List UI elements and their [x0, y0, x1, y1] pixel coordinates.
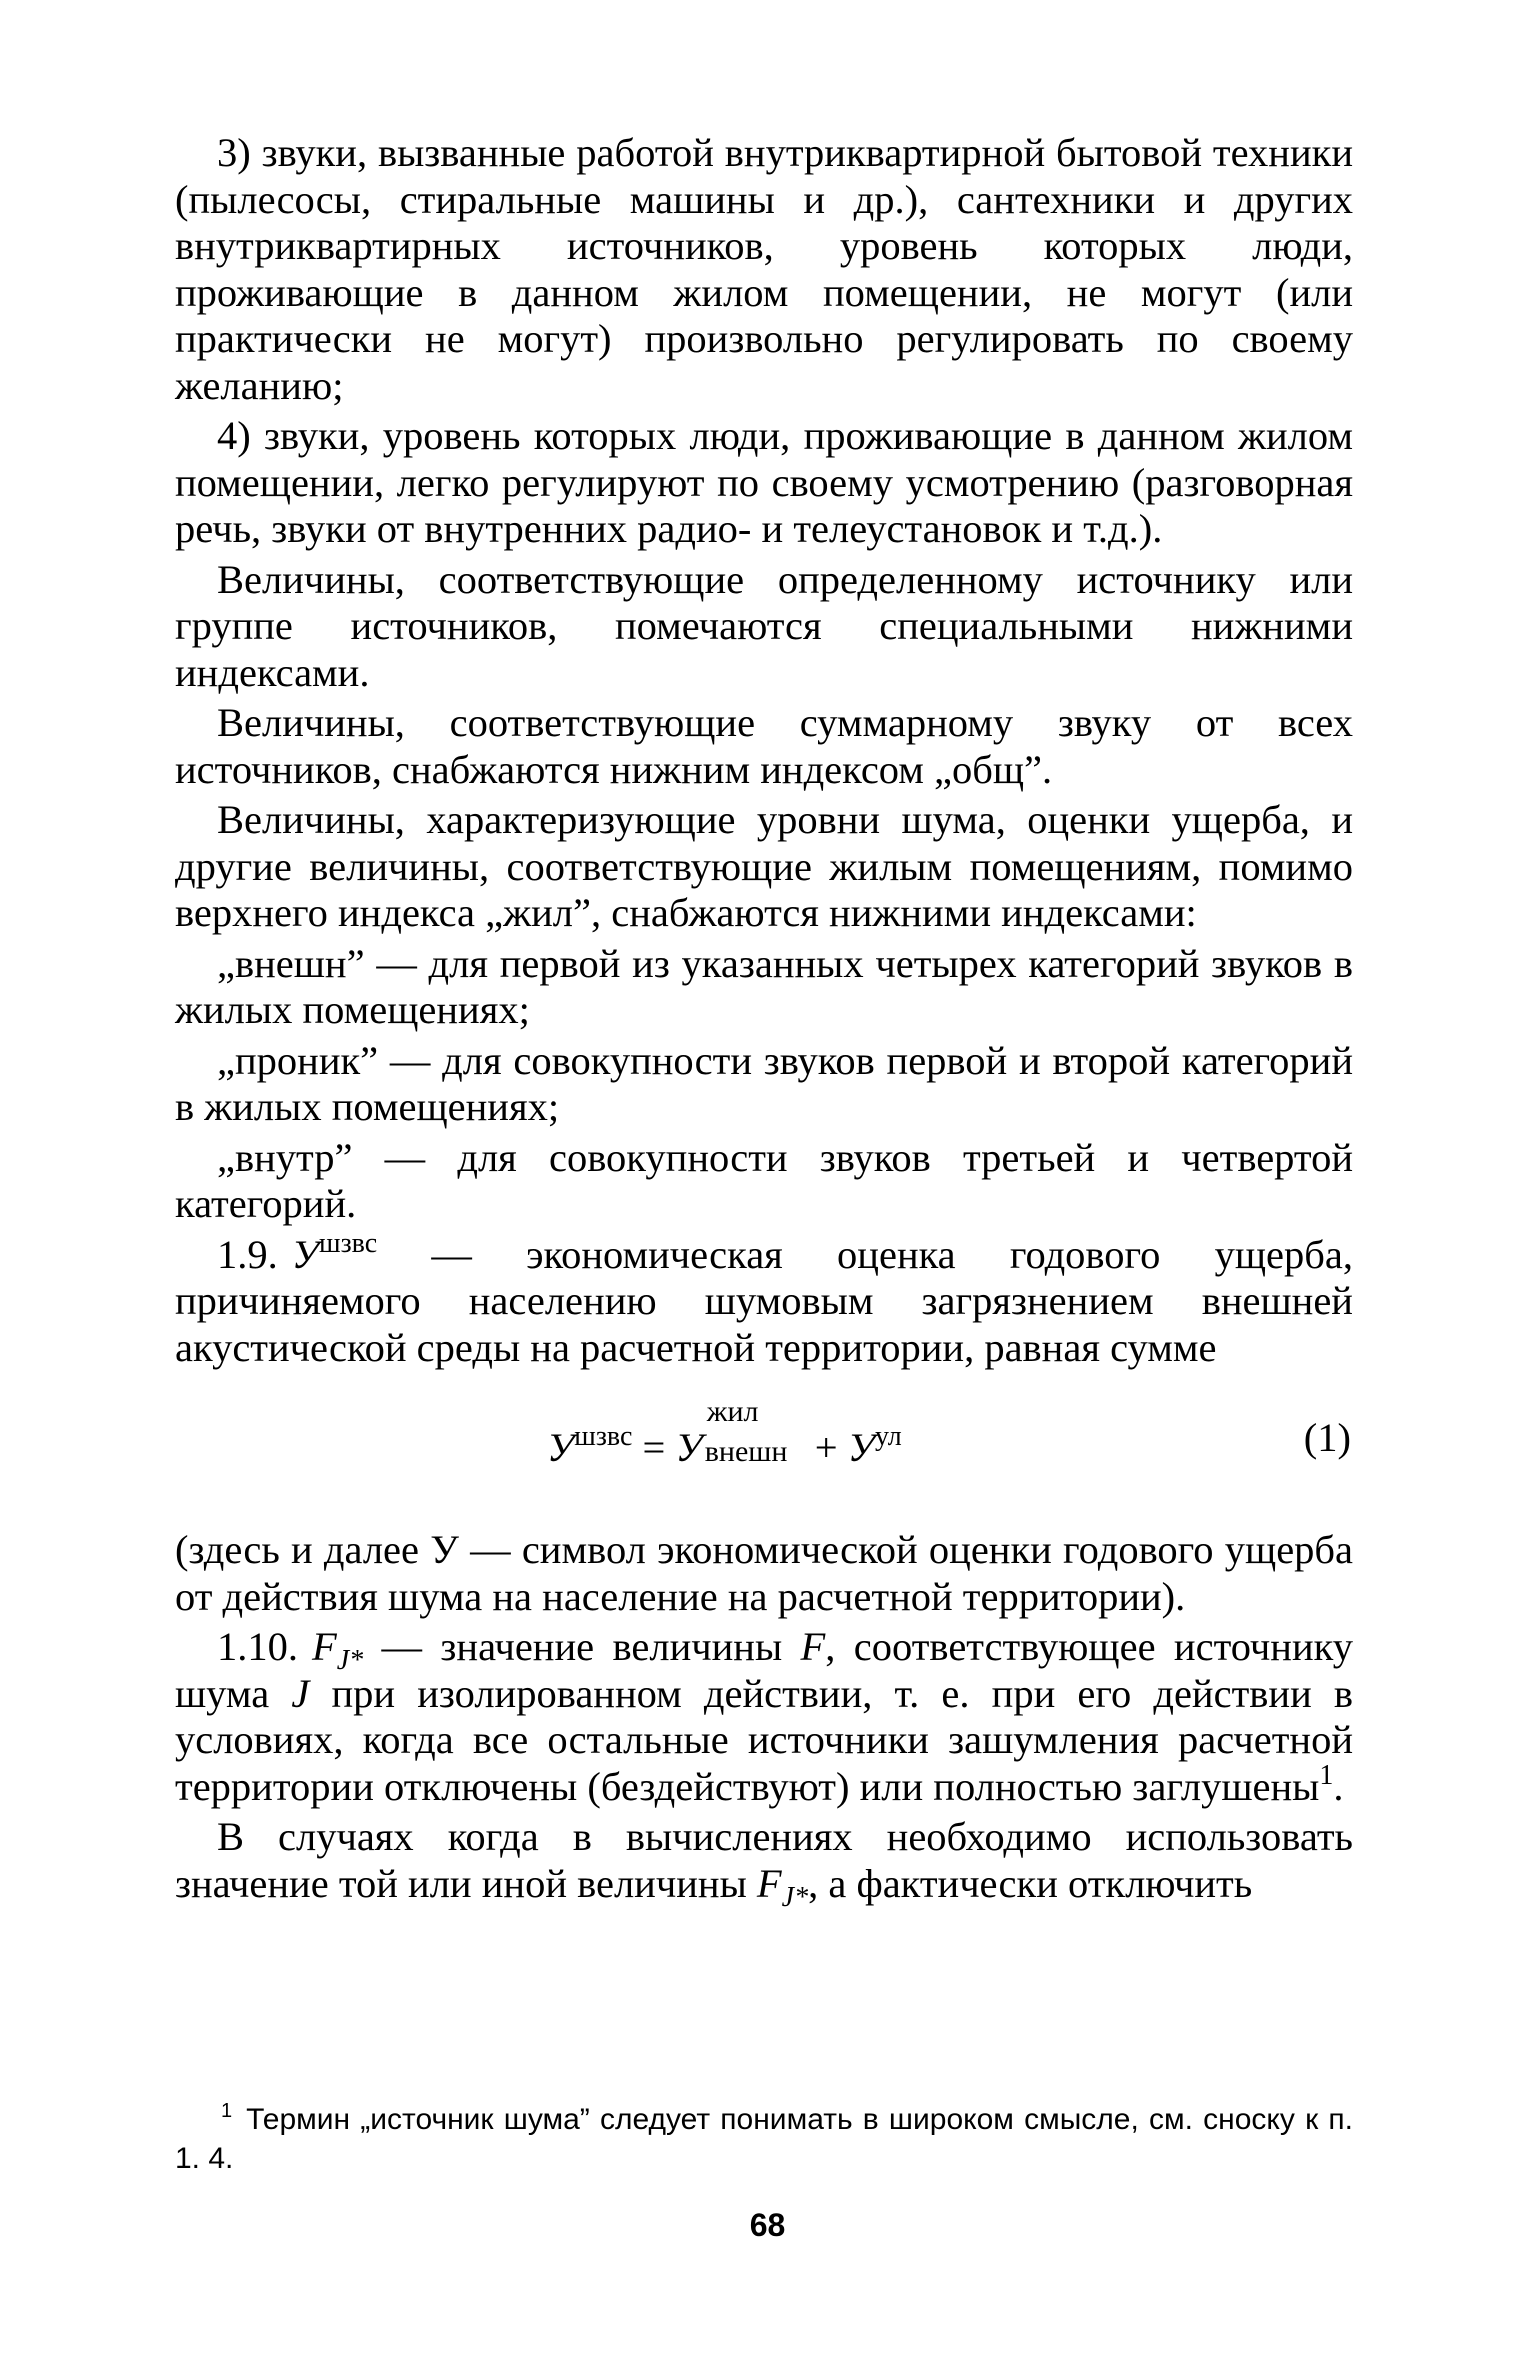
symbol-damage: У [291, 1231, 320, 1277]
definition-1-10 [175, 1624, 1353, 1810]
symbol-f-subscript: J* [336, 1645, 364, 1676]
formula-term-2-sup: ул [874, 1421, 902, 1452]
symbol-f-last-subscript: J* [781, 1881, 809, 1913]
footnote-reference: 1 [1319, 1759, 1334, 1791]
paragraph-indices: Величины, соответствующие определенному источнику или группе источников, помечаются специальными нижними индексами. [175, 556, 1353, 695]
formula-1 [175, 1397, 1353, 1505]
last-text-a: В случаях когда в вычислениях необходимо использовать значение той или иной величины [175, 1814, 1353, 1906]
definition-text: — экономическая оценка годового ущерба, причиняемого населению шумовым загрязнением внешней акустической среды на расчетной территории, равная сумме [175, 1231, 1353, 1370]
clause-number: 1.10. [217, 1624, 298, 1669]
page-body [175, 130, 1353, 1911]
formula-lhs-sup: шзвс [574, 1421, 633, 1452]
symbol-superscript: шзвс [319, 1227, 378, 1259]
paragraph-after-formula: (здесь и далее У — символ экономической оценки годового ущерба от действия шума на население на расчетной территории). [175, 1527, 1353, 1619]
formula-term-1-indices [703, 1395, 815, 1468]
formula-lhs: У [547, 1425, 575, 1470]
page-number: 68 [749, 2207, 786, 2243]
formula-expression [547, 1395, 902, 1472]
paragraph-index-internal: „внутр” — для совокупности звуков третьей и четвертой категорий. [175, 1134, 1353, 1226]
definition-text-a: — значение величины [363, 1624, 801, 1669]
paragraph-item-4: 4) звуки, уровень которых люди, проживающие в данном жилом помещении, легко регулируют по своему усмотрению (разговорная речь, звуки от внутренних радио- и телеустановок и т.д.). [175, 413, 1353, 551]
definition-text-d: . [1333, 1763, 1344, 1809]
formula-term-2: У [847, 1425, 875, 1470]
symbol-j: J [291, 1670, 310, 1716]
footnote-mark: 1 [221, 2100, 233, 2122]
paragraph-index-external: „внешн” — для первой из указанных четырех категорий звуков в жилых помещениях; [175, 940, 1353, 1032]
formula-term-1-sup: жил [706, 1395, 759, 1428]
formula-term-1: У [675, 1425, 703, 1470]
formula-number: (1) [1303, 1415, 1351, 1460]
formula-equals: = [632, 1425, 676, 1470]
definition-text-c: при изолированном действии, т. е. при его действии в условиях, когда все остальные источники зашумления расчетной территории отключены (бездействуют) или полностью заглушены [175, 1670, 1353, 1809]
paragraph-last [175, 1814, 1353, 1913]
paragraph-total-index: Величины, соответствующие суммарному звуку от всех источников, снабжаются нижним индексом „общ”. [175, 700, 1353, 792]
paragraph-index-penetrating: „проник” — для совокупности звуков первой и второй категорий в жилых помещениях; [175, 1037, 1353, 1129]
symbol-f: F [312, 1624, 337, 1669]
definition-1-9 [175, 1227, 1353, 1372]
symbol-f-last: F [756, 1860, 782, 1906]
last-text-b: , а фактически отключить [808, 1860, 1253, 1906]
formula-plus: + [814, 1425, 848, 1470]
footnote-text: Термин „источник шума” следует понимать в широком смысле, см. сноску к п. 1. 4. [175, 2103, 1353, 2175]
paragraph-dwelling-index: Величины, характеризующие уровни шума, оценки ущерба, и другие величины, соответствующие жилым помещениям, помимо верхнего индекса „жил”, снабжаются нижними индексами: [175, 797, 1353, 935]
footnote [175, 2102, 1353, 2177]
definition-text-b: , соответствующее источнику шума [175, 1624, 1354, 1716]
formula-term-1-sub: внешн [704, 1435, 788, 1468]
clause-number: 1.9. [217, 1231, 278, 1277]
paragraph-item-3: 3) звуки, вызванные работой внутриквартирной бытовой техники (пылесосы, стиральные машины и др.), сантехники и других внутриквартирных источников, уровень которых люди, проживающие в данном жилом помещении, не могут (или практически не могут) произвольно регулировать по своему желанию; [175, 130, 1353, 408]
symbol-f-inline: F [800, 1624, 826, 1669]
